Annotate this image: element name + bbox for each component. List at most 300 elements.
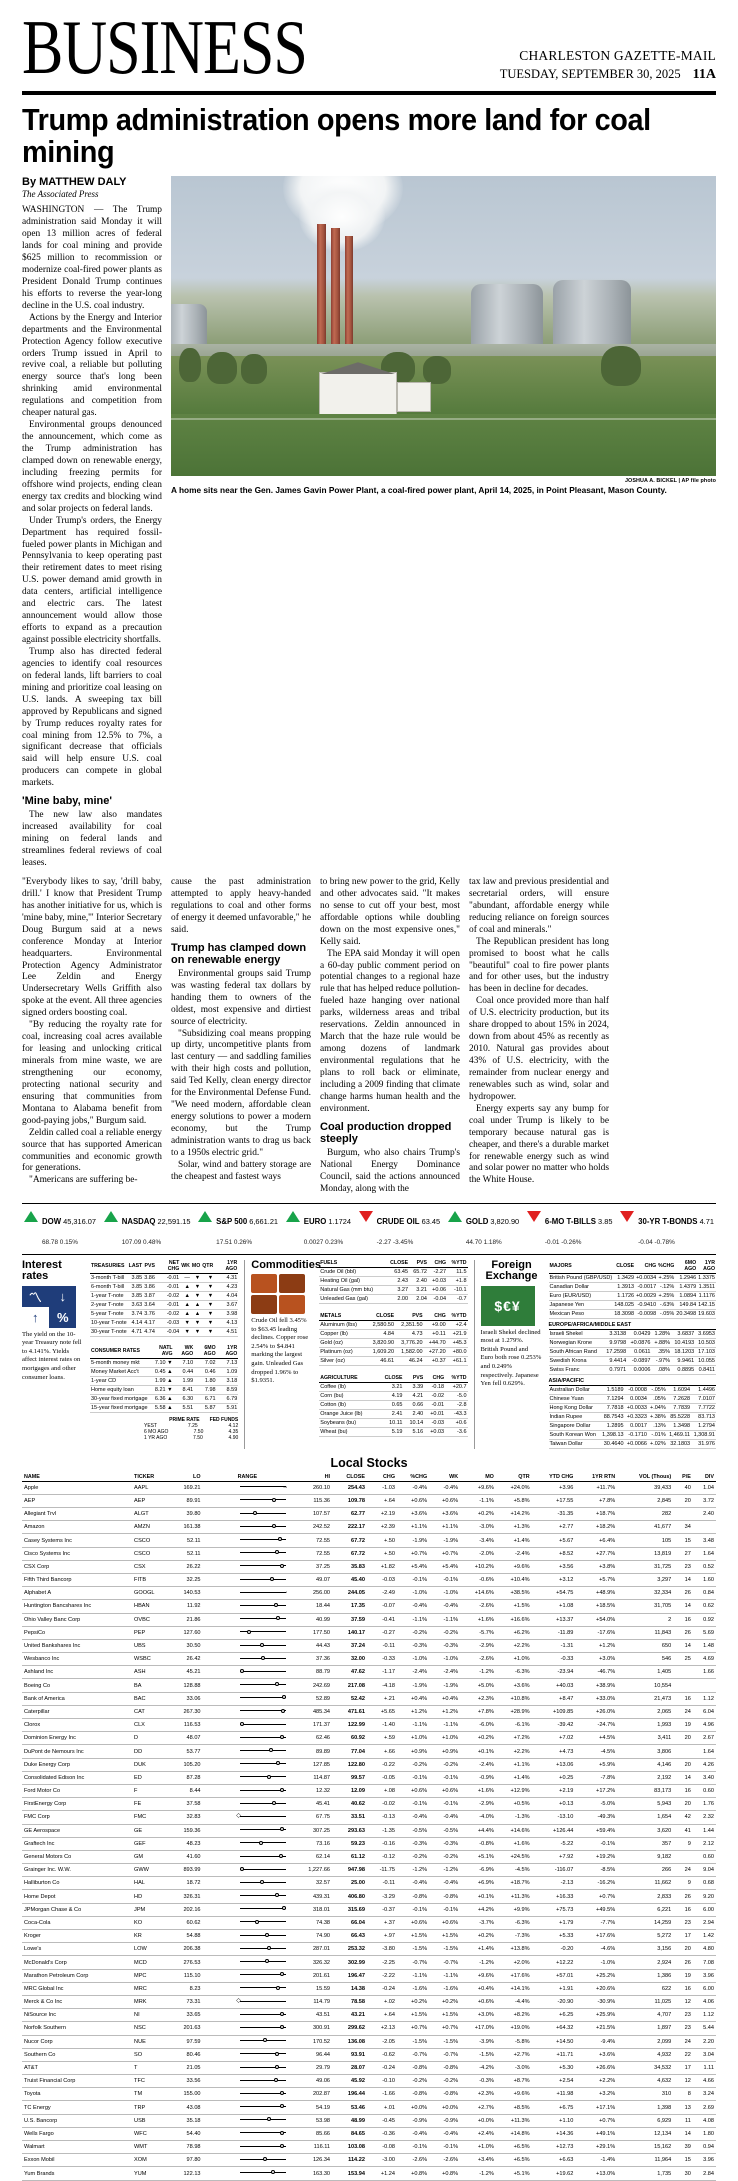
stock-change: -0.08 <box>367 2141 397 2154</box>
stock-div: 4.69 <box>693 1653 716 1666</box>
stock-week: +0.7% <box>429 1547 460 1560</box>
stock-close: 99.57 <box>332 1771 367 1784</box>
ticker-crude-oil <box>359 1210 440 1250</box>
stock-name: Fifth Third Bancorp <box>22 1573 132 1586</box>
stock-month: +2.3% <box>460 2088 496 2101</box>
column-header: PVS <box>403 1375 424 1383</box>
stock-pct-change: -0.1% <box>397 2141 429 2154</box>
stock-change: -0.12 <box>367 1850 397 1863</box>
stock-pct-change: -1.9% <box>397 1679 429 1692</box>
stock-quarter: +9.6% <box>496 2088 532 2101</box>
stock-1yr-return: +21.5% <box>575 2022 617 2035</box>
cell: ▲ <box>180 1309 191 1318</box>
cell: 3.6953 <box>695 1329 716 1338</box>
cell: Indian Rupee <box>549 1412 600 1421</box>
cell: 3.98 <box>214 1309 238 1318</box>
stock-div: 4.26 <box>693 1758 716 1771</box>
paragraph: Actions by the Energy and Interior departments and the Environmental Protection Agency follow executive orders Trump issued in April to revive coal, a reliable but polluting energy source that's long been shrinking amid environmental regulations and competition from cheaper natural gas. <box>22 312 162 419</box>
cell: 0.46 <box>194 1367 216 1376</box>
column-header: PVS <box>409 1260 428 1268</box>
stock-1yr-return: -7.8% <box>575 1771 617 1784</box>
cell: 7.13 <box>217 1358 239 1367</box>
table-row <box>22 2154 716 2167</box>
cell: 3.74 <box>128 1309 144 1318</box>
cell: South Korean Won <box>549 1430 600 1439</box>
stock-div: 4.08 <box>693 2114 716 2127</box>
paragraph: "By reducing the royalty rate for coal, increasing coal acres available for leasing and unlocking critical minerals from mine waste, we are strengthening our economy, protecting national security and ensuring that communities from Montana to Alabama benefit from good-paying jobs," Burgum said. <box>22 1020 162 1126</box>
stock-month: +9.6% <box>460 1481 496 1494</box>
stock-ticker: AAPL <box>132 1481 170 1494</box>
stock-ticker: FMC <box>132 1811 170 1824</box>
stock-low: 73.31 <box>170 1995 203 2008</box>
stock-ticker: GOOGL <box>132 1587 170 1600</box>
stock-ytd-change: +13.06 <box>532 1758 576 1771</box>
stock-quarter: -6.1% <box>496 1719 532 1732</box>
column-header: RANGE <box>203 1473 293 1482</box>
stock-quarter: +16.6% <box>496 1613 532 1626</box>
stock-week: +0.6% <box>429 1784 460 1797</box>
table-row <box>549 1300 716 1309</box>
cell: +0.06 <box>428 1285 447 1294</box>
stock-pct-change: -0.5% <box>397 1824 429 1837</box>
stock-change: -1.17 <box>367 1666 397 1679</box>
cell: -5.0 <box>445 1391 467 1400</box>
stock-high: 72.55 <box>292 1534 332 1547</box>
stock-pe: 14 <box>673 2127 693 2140</box>
cell: +0.0034 <box>636 1274 657 1281</box>
cell: 6.71 <box>194 1394 216 1403</box>
stock-ytd-change: -116.07 <box>532 1864 576 1877</box>
cell: ▼ <box>191 1282 201 1291</box>
stock-div: 9.20 <box>693 1890 716 1903</box>
stock-1yr-return: -49.3% <box>575 1811 617 1824</box>
table-row <box>90 1403 238 1412</box>
table-row <box>22 1877 716 1890</box>
cell: South African Rand <box>549 1347 604 1356</box>
stock-low: 267.30 <box>170 1705 203 1718</box>
stock-ticker: FE <box>132 1798 170 1811</box>
cell: Swedish Krona <box>549 1356 604 1365</box>
stock-high: 52.89 <box>292 1692 332 1705</box>
cell: Japanese Yen <box>549 1300 614 1309</box>
column-header: MAJORS <box>549 1260 614 1274</box>
stock-change: -0.36 <box>367 2127 397 2140</box>
stock-1yr-return: +5.9% <box>575 1758 617 1771</box>
stock-close: 53.46 <box>332 2101 367 2114</box>
cell: -.05% <box>657 1309 675 1318</box>
stock-quarter: +3.6% <box>496 1679 532 1692</box>
cell: 4.23 <box>214 1282 238 1291</box>
stock-week: +1.2% <box>429 1705 460 1718</box>
column-1-body <box>22 205 162 790</box>
stock-quarter: +8.2% <box>496 2009 532 2022</box>
cell: 10.11 <box>377 1418 403 1427</box>
column-header: LAST <box>128 1260 144 1274</box>
stock-quarter: +1.5% <box>496 1600 532 1613</box>
stock-volume: 2,845 <box>617 1494 673 1507</box>
column-header: DIV <box>693 1473 716 1482</box>
cell: 1.3498 <box>667 1421 691 1430</box>
stock-name: Merck & Co Inc <box>22 1995 132 2008</box>
table-row <box>22 2022 716 2035</box>
stock-1yr-return: +33.0% <box>575 1692 617 1705</box>
stock-name: JPMorgan Chase & Co <box>22 1903 132 1916</box>
stock-close: 84.65 <box>332 2127 367 2140</box>
stock-quarter: +9.6% <box>496 1560 532 1573</box>
stock-high: 177.50 <box>292 1626 332 1639</box>
cell: 10-year T-note <box>91 1319 127 1326</box>
stock-pe: 19 <box>673 1969 693 1982</box>
column-header: 6MO AGO <box>194 1345 216 1359</box>
stock-month: -4.0% <box>460 1811 496 1824</box>
stock-high: 287.01 <box>292 1943 332 1956</box>
stock-week: -0.1% <box>429 1798 460 1811</box>
stock-quarter: -1.3% <box>496 1811 532 1824</box>
stock-low: 115.10 <box>170 1969 203 1982</box>
stock-1yr-return: +3.2% <box>575 2088 617 2101</box>
cell: +21.9 <box>447 1329 468 1338</box>
stock-high: 171.37 <box>292 1719 332 1732</box>
table-row <box>319 1356 467 1365</box>
stock-range <box>203 1573 293 1586</box>
stock-quarter: -3.0% <box>496 2061 532 2074</box>
stock-change: -0.45 <box>367 2114 397 2127</box>
table-row <box>549 1356 716 1365</box>
table-row <box>22 1719 716 1732</box>
cell: +.25% <box>658 1292 675 1299</box>
cell: 17.103 <box>695 1347 716 1356</box>
stock-month: +17.0% <box>460 2022 496 2035</box>
stock-close: 471.61 <box>332 1705 367 1718</box>
cell: +0.3323 <box>625 1412 648 1421</box>
table-row <box>22 2167 716 2180</box>
stock-quarter: -4.4% <box>496 1995 532 2008</box>
stock-volume: 15,162 <box>617 2141 673 2154</box>
stock-week: -0.7% <box>429 2048 460 2061</box>
subhead-coal-production: Coal production dropped steeply <box>320 1120 452 1145</box>
stock-1yr-return: +3.0% <box>575 1653 617 1666</box>
table-row <box>319 1391 467 1400</box>
table-row <box>549 1338 716 1347</box>
table-row <box>22 1956 716 1969</box>
commodities-title: Commodities <box>251 1258 321 1271</box>
currency-icon: $€¥ <box>481 1286 535 1326</box>
table-row <box>22 2009 716 2022</box>
stock-range <box>203 1982 293 1995</box>
cell: +61.1 <box>447 1356 468 1365</box>
cell: 3.76 <box>144 1310 155 1317</box>
cell: 11.5 <box>447 1267 467 1276</box>
stock-range <box>203 1758 293 1771</box>
stock-1yr-return: -8.5% <box>575 1864 617 1877</box>
table-row <box>22 2114 716 2127</box>
stock-div: 1.60 <box>693 1573 716 1586</box>
table-row <box>22 1890 716 1903</box>
table-row <box>22 1903 716 1916</box>
commodities-icon <box>251 1274 305 1314</box>
cell: Platinum (oz) <box>319 1347 366 1356</box>
cell: 1.3429 <box>613 1273 635 1282</box>
cell: Orange Juice (lb) <box>319 1409 377 1418</box>
stock-low: 78.98 <box>170 2141 203 2154</box>
stock-week: -1.5% <box>429 2035 460 2048</box>
cell: 1.4496 <box>691 1385 716 1394</box>
stock-range <box>203 1903 293 1916</box>
cell: 0.0006 <box>627 1365 651 1374</box>
cell: 0.7971 <box>603 1365 627 1374</box>
markets-divider-rule <box>22 1203 716 1204</box>
ticker-name-value: EURO 1.1724 <box>303 1216 351 1226</box>
stock-ytd-change: +11.98 <box>532 2088 576 2101</box>
cell: 30.4640 <box>600 1439 625 1448</box>
paragraph: Environmental groups denounced the announcement, which come as the Trump administration has clamped down on renewable energy, including freezing permits for offshore wind projects, ending clean energy tax credits and blocking wind and solar projects on federal lands. <box>22 420 162 514</box>
stock-high: 67.75 <box>292 1811 332 1824</box>
cell: 18.1203 <box>671 1347 695 1356</box>
cell: ▼ <box>201 1291 214 1300</box>
stock-close: 406.80 <box>332 1890 367 1903</box>
stock-week: -0.8% <box>429 2088 460 2101</box>
stock-quarter: +5.8% <box>496 1494 532 1507</box>
cell: +0.37 <box>424 1356 447 1365</box>
paragraph: cause the past administration attempted to apply heavy-handed regulations to coal and other forms of energy it deemed unfavorable," he said. <box>171 876 311 935</box>
stock-ytd-change: +6.25 <box>532 2009 576 2022</box>
stock-change: -0.24 <box>367 2061 397 2074</box>
stock-close: 62.77 <box>332 1508 367 1521</box>
stock-ticker: CAT <box>132 1705 170 1718</box>
stock-div: 2.69 <box>693 2101 716 2114</box>
table-row <box>22 1850 716 1863</box>
stock-change: -3.80 <box>367 1943 397 1956</box>
stock-pe: 14 <box>673 1600 693 1613</box>
stock-volume: 105 <box>617 1534 673 1547</box>
stock-high: 242.69 <box>292 1679 332 1692</box>
cell: +.38% <box>648 1412 667 1421</box>
article-column-3 <box>171 877 311 1196</box>
stock-range <box>203 1534 293 1547</box>
ticker-name-value: 30-YR T-BONDS 4.71 <box>638 1216 714 1226</box>
stock-range <box>203 1639 293 1652</box>
stock-div <box>693 1679 716 1692</box>
stock-quarter: +38.5% <box>496 1587 532 1600</box>
stock-pe: 25 <box>673 1653 693 1666</box>
stock-pe: 23 <box>673 2009 693 2022</box>
table-row <box>22 1521 716 1534</box>
cell: 2.00 <box>385 1294 409 1303</box>
cell: -0.7 <box>447 1294 467 1303</box>
cell: 1.99 ▲ <box>149 1376 174 1385</box>
stock-high: 1,227.66 <box>292 1864 332 1877</box>
stock-change: -0.02 <box>367 1798 397 1811</box>
paragraph: tax law and previous presidential and secretarial orders, will ensure "abundant, affordable energy while reducing reliance on foreign sources of coal and minerals." <box>469 876 609 935</box>
table-row <box>90 1300 238 1309</box>
cell: 5.51 <box>174 1403 195 1412</box>
stock-pe: 26 <box>673 1626 693 1639</box>
cell: 3.67 <box>214 1300 238 1309</box>
stock-quarter: +11.3% <box>496 2114 532 2127</box>
article-headline: Trump administration opens more land for coal mining <box>22 101 651 170</box>
table-row <box>549 1347 716 1356</box>
panel-interest-rates <box>22 1260 245 1449</box>
stock-1yr-return: +59.4% <box>575 1824 617 1837</box>
stock-close: 33.51 <box>332 1811 367 1824</box>
stock-ticker: ALGT <box>132 1508 170 1521</box>
stock-volume: 83,173 <box>617 1784 673 1797</box>
ticker-30-yr-t-bonds <box>620 1210 714 1250</box>
stock-name: Exxon Mobil <box>22 2154 132 2167</box>
cell: 3-month T-bill <box>90 1273 128 1282</box>
stock-month: +0.2% <box>460 1930 496 1943</box>
stock-change: +.02 <box>367 1995 397 2008</box>
stock-ticker: AEP <box>132 1494 170 1507</box>
stock-pe: 23 <box>673 2022 693 2035</box>
table-row <box>549 1394 716 1403</box>
arrow-up-icon <box>104 1211 118 1222</box>
stock-week: -0.4% <box>429 1811 460 1824</box>
stock-volume: 4,707 <box>617 2009 673 2022</box>
table-row <box>22 1705 716 1718</box>
stock-1yr-return: +5.7% <box>575 1573 617 1586</box>
stock-name: U.S. Bancorp <box>22 2114 132 2127</box>
stock-change: -4.18 <box>367 1679 397 1692</box>
stock-div: 0.94 <box>693 2141 716 2154</box>
stock-change: -0.33 <box>367 1653 397 1666</box>
stock-week: -0.2% <box>429 1626 460 1639</box>
stock-name: Duke Energy Corp <box>22 1758 132 1771</box>
cell: Crude Oil (bbl) <box>319 1267 385 1276</box>
stock-pe: 24 <box>673 1864 693 1877</box>
cell: +0.6 <box>445 1418 467 1427</box>
stock-quarter: +1.4% <box>496 1534 532 1547</box>
stock-pct-change: +0.6% <box>397 1784 429 1797</box>
stock-quarter: +2.7% <box>496 2048 532 2061</box>
stock-ytd-change: +1.08 <box>532 1600 576 1613</box>
stock-ticker: TFC <box>132 2075 170 2088</box>
cell: 3.85 <box>128 1282 144 1291</box>
table-row <box>22 1811 716 1824</box>
stock-high: 73.16 <box>292 1837 332 1850</box>
stock-range <box>203 2154 293 2167</box>
cell: 5.87 <box>194 1403 216 1412</box>
table-row <box>90 1318 238 1327</box>
stock-close: 254.43 <box>332 1481 367 1494</box>
cell: ▼ <box>201 1318 214 1327</box>
ticker-change: 68.78 0.15% <box>42 1238 78 1246</box>
stock-name: Ashland Inc <box>22 1666 132 1679</box>
stock-volume: 1,897 <box>617 2022 673 2035</box>
stock-low: 8.23 <box>170 1982 203 1995</box>
stock-volume: 357 <box>617 1837 673 1850</box>
stock-low: 37.58 <box>170 1798 203 1811</box>
table-row <box>22 1864 716 1877</box>
stock-pe <box>673 1666 693 1679</box>
stock-month: +0.2% <box>460 1732 496 1745</box>
stock-range: → <box>203 1587 293 1600</box>
cell: +.02% <box>648 1439 667 1448</box>
stock-volume: 3,156 <box>617 1943 673 1956</box>
stock-div: 0.62 <box>693 1600 716 1613</box>
stock-ytd-change: +8.52 <box>532 1547 576 1560</box>
stock-pe: 14 <box>673 1573 693 1586</box>
cell: .35% <box>651 1347 671 1356</box>
stock-week: -2.4% <box>429 1666 460 1679</box>
cell: -0.0098 <box>635 1309 657 1318</box>
table-row <box>90 1273 238 1282</box>
stock-change: -2.25 <box>367 1956 397 1969</box>
stock-close: 67.72 <box>332 1547 367 1560</box>
stock-month: +1.6% <box>460 1784 496 1797</box>
stock-low: 60.62 <box>170 1916 203 1929</box>
stock-high: 116.11 <box>292 2141 332 2154</box>
stock-pct-change: -1.6% <box>397 1982 429 1995</box>
stock-name: Clorox <box>22 1719 132 1732</box>
stock-month: -1.2% <box>460 1666 496 1679</box>
cell: 1,609.20 <box>366 1347 395 1356</box>
stock-pe: 14 <box>673 1639 693 1652</box>
stock-pct-change: -0.7% <box>397 2048 429 2061</box>
stock-name: TC Energy <box>22 2101 132 2114</box>
stock-1yr-return: +18.5% <box>575 1600 617 1613</box>
stock-change: +.66 <box>367 1745 397 1758</box>
column-header: 1YR AGO <box>214 1260 238 1274</box>
stock-high: 170.52 <box>292 2035 332 2048</box>
stock-div: 0.68 <box>693 1877 716 1890</box>
stock-week: -0.5% <box>429 1824 460 1837</box>
stock-low: 122.13 <box>170 2167 203 2180</box>
stock-month: -6.0% <box>460 1719 496 1732</box>
cell: 142.15 <box>698 1301 715 1308</box>
cell: -0.9410 <box>635 1300 657 1309</box>
stock-change: +.50 <box>367 1534 397 1547</box>
section-title: BUSINESS <box>22 5 307 91</box>
stock-div: 1.64 <box>693 1745 716 1758</box>
stock-name: Marathon Petroleum Corp <box>22 1969 132 1982</box>
cell: 1.2895 <box>600 1421 625 1430</box>
cell: 4.21 <box>403 1391 424 1400</box>
cell: 1.4379 <box>675 1282 697 1291</box>
cell: +0.0029 <box>636 1292 657 1299</box>
stock-week: -0.4% <box>429 2127 460 2140</box>
cell: 2-year T-note <box>90 1300 128 1309</box>
cell: 5.91 <box>217 1403 239 1412</box>
stock-1yr-return: +7.8% <box>575 1494 617 1507</box>
stock-range <box>203 1692 293 1705</box>
column-header: %YTD <box>447 1260 467 1268</box>
table-row <box>22 1666 716 1679</box>
stock-name: Apple <box>22 1481 132 1494</box>
stock-close: 60.92 <box>332 1732 367 1745</box>
stock-low: 276.53 <box>170 1956 203 1969</box>
photo-caption: A home sits near the Gen. James Gavin Power Plant, a coal-fired power plant, April 14, 2025, in Point Pleasant, Mason County. <box>171 484 667 495</box>
stock-ytd-change: -31.35 <box>532 1508 576 1521</box>
stock-ytd-change: +57.01 <box>532 1969 576 1982</box>
column-header: VOL (Thous) <box>617 1473 673 1482</box>
cell: Corn (bu) <box>319 1391 377 1400</box>
stock-1yr-return: -46.7% <box>575 1666 617 1679</box>
stock-high: 49.07 <box>292 1573 332 1586</box>
cell: 30-year T-note <box>91 1328 127 1335</box>
stock-ticker: PEP <box>132 1626 170 1639</box>
ticker-dow <box>24 1210 96 1250</box>
stock-name: Boeing Co <box>22 1679 132 1692</box>
cell: -0.0897 <box>627 1356 651 1365</box>
cell: 1.2794 <box>691 1421 716 1430</box>
stock-close: 32.00 <box>332 1653 367 1666</box>
stock-low: 43.08 <box>170 2101 203 2114</box>
cell: Money Market Acc't <box>90 1367 149 1376</box>
stock-month: +1.4% <box>460 1943 496 1956</box>
cell: 0.0034 <box>625 1394 648 1403</box>
stock-low: 33.56 <box>170 2075 203 2088</box>
